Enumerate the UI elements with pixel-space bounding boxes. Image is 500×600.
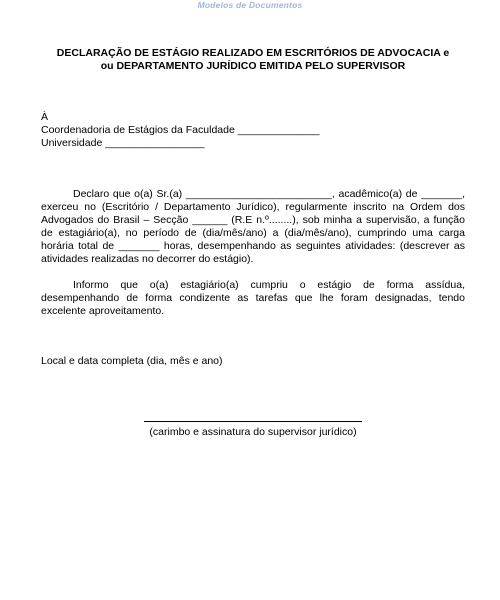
signature-block (41, 421, 465, 439)
watermark-text: Modelos de Documentos (197, 0, 303, 10)
title-line-1: DECLARAÇÃO DE ESTÁGIO REALIZADO EM ESCRITÓRIOS DE ADVOCACIA e (56, 47, 450, 59)
place-and-date: Local e data completa (dia, mês e ano) (41, 355, 223, 367)
address-line-1: À (41, 111, 49, 123)
declaration-text (41, 188, 465, 331)
document-title (41, 47, 465, 73)
signature-caption: (carimbo e assinatura do supervisor jurídico) (149, 426, 357, 438)
recipient-address (41, 111, 465, 150)
title-line-2: ou DEPARTAMENTO JURÍDICO EMITIDA PELO SUPERVISOR (100, 60, 406, 72)
address-line-2: Coordenadoria de Estágios da Faculdade ______________ (41, 124, 320, 136)
declaration-paragraph-1: Declaro que o(a) Sr.(a) _________________________, acadêmico(a) de _______, exerceu no (Escritório / Departamento Jurídico), regularmente inscrito na Ordem dos Advogados do Brasil – Secção ______ (R.E n.º........), sob minha a supervisão, a função de estagiário(a), no período de (dia/mês/ano) a (dia/mês/ano), cumprindo uma carga horária total de _______ horas, desempenhando as seguintes atividades: (descrever as atividades realizadas no decorrer do estágio). (41, 188, 465, 265)
address-line-3: Universidade _________________ (41, 137, 205, 149)
declaration-paragraph-2: Informo que o(a) estagiário(a) cumpriu o estágio de forma assídua, desempenhando de forma condizente as tarefas que lhe foram designadas, tendo excelente aproveitamento. (41, 279, 465, 317)
signature-line (144, 421, 362, 422)
